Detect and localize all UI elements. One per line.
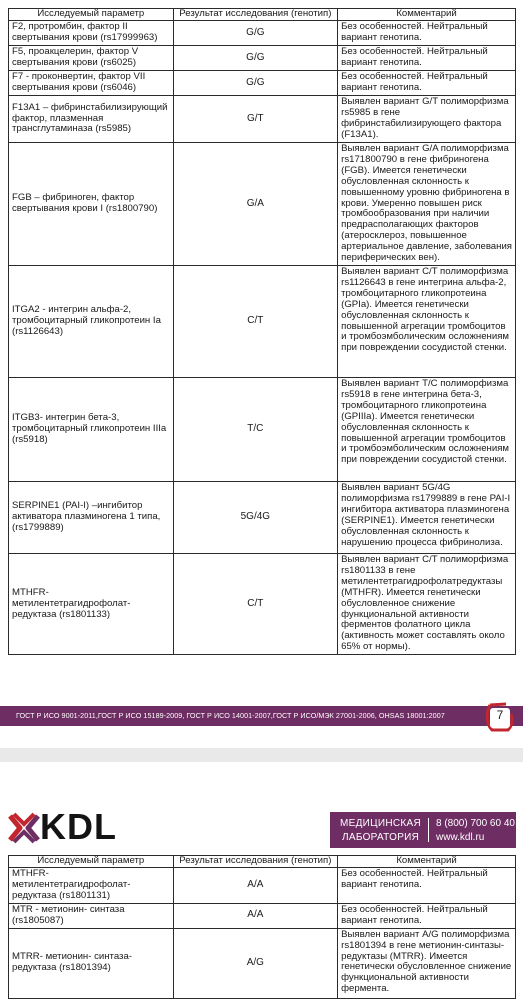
- comment-cell: Выявлен вариант G/A полиморфизма rs171800790 в гене фибриногена (FGB). Имеется генетически обусловленная склонность к повышенному уровню фибриногена в крови. Умеренно повышен риск тромбообразования при наличии предрасполагающих факторов (атеросклероз, повышенное артериальное давление, заболевания периферических вен).: [338, 143, 516, 266]
- column-header-result: Результат исследования (генотип): [173, 9, 338, 21]
- result-cell: C/T: [173, 266, 338, 378]
- table-row: [9, 378, 516, 482]
- result-cell: G/G: [173, 71, 338, 96]
- column-header-result: Результат исследования (генотип): [173, 856, 338, 868]
- genotype-table-page7: [8, 8, 516, 655]
- banner-divider: [428, 818, 429, 842]
- table-row: [9, 96, 516, 143]
- table-header-row: [9, 9, 516, 21]
- table-row: [9, 71, 516, 96]
- table-row: [9, 903, 516, 928]
- parameter-cell: SERPINE1 (PAI-I) –ингибитор активатора плазминогена 1 типа, (rs1799889): [9, 482, 174, 554]
- page-number: 7: [496, 708, 504, 722]
- result-cell: T/C: [173, 378, 338, 482]
- parameter-cell: MTRR- метионин- синтаза-редуктаза (rs1801394): [9, 928, 174, 998]
- parameter-cell: FGB – фибриноген, фактор свертывания крови I (rs1800790): [9, 143, 174, 266]
- comment-cell: Выявлен вариант C/T полиморфизма rs1126643 в гене интегрина альфа-2, тромбоцитарного гликопротеина (GPIa). Имеется генетически обусловленная склонность к повышенной агрегации тромбоцитов и тромбоэмболическим осложнениям при повреждении сосудистой стенки.: [338, 266, 516, 378]
- column-header-parameter: Исследуемый параметр: [9, 856, 174, 868]
- parameter-cell: MTHFR- метилентетрагидрофолат-редуктаза (rs1801131): [9, 868, 174, 904]
- banner-phone: 8 (800) 700 60 40: [436, 818, 515, 829]
- genotype-table-page8: [8, 855, 516, 999]
- comment-cell: Без особенностей. Нейтральный вариант генотипа.: [338, 903, 516, 928]
- parameter-cell: MTR - метионин- синтаза (rs1805087): [9, 903, 174, 928]
- table-row: [9, 143, 516, 266]
- result-cell: G/G: [173, 21, 338, 46]
- parameter-cell: ITGB3- интегрин бета-3, тромбоцитарный гликопротеин IIIa (rs5918): [9, 378, 174, 482]
- table-row: [9, 928, 516, 998]
- comment-cell: Без особенностей. Нейтральный вариант генотипа.: [338, 46, 516, 71]
- result-cell: 5G/4G: [173, 482, 338, 554]
- result-cell: G/G: [173, 46, 338, 71]
- comment-cell: Выявлен вариант T/C полиморфизма rs5918 в гене интегрина бета-3, тромбоцитарного гликопротеина (GPIIIa). Имеется генетически обусловленная склонность к повышенной агрегации тромбоцитов и тромбоэмболическим осложнениям при повреждении сосудистой стенки.: [338, 378, 516, 482]
- page-gap: [0, 748, 523, 762]
- banner-website: www.kdl.ru: [436, 832, 485, 843]
- banner-line1: МЕДИЦИНСКАЯ: [340, 818, 422, 829]
- result-cell: A/G: [173, 928, 338, 998]
- table-row: [9, 554, 516, 655]
- table-row: [9, 21, 516, 46]
- result-cell: G/A: [173, 143, 338, 266]
- comment-cell: Без особенностей. Нейтральный вариант генотипа.: [338, 71, 516, 96]
- footer-standards: ГОСТ Р ИСО 9001-2011,ГОСТ Р ИСО 15189-2009, ГОСТ Р ИСО 14001-2007,ГОСТ Р ИСО/МЭК 27001-2006, OHSAS 18001:2007: [16, 711, 445, 720]
- table-row: [9, 482, 516, 554]
- lab-banner: [330, 812, 516, 848]
- result-cell: A/A: [173, 868, 338, 904]
- parameter-cell: F5, проакцелерин, фактор V свертывания крови (rs6025): [9, 46, 174, 71]
- table-row: [9, 868, 516, 904]
- result-cell: A/A: [173, 903, 338, 928]
- parameter-cell: F2, протромбин, фактор II свертывания крови (rs17999963): [9, 21, 174, 46]
- column-header-comment: Комментарий: [338, 856, 516, 868]
- table-row: [9, 46, 516, 71]
- column-header-parameter: Исследуемый параметр: [9, 9, 174, 21]
- result-cell: C/T: [173, 554, 338, 655]
- column-header-comment: Комментарий: [338, 9, 516, 21]
- parameter-cell: MTHFR- метилентетрагидрофолат-редуктаза (rs1801133): [9, 554, 174, 655]
- table-header-row: [9, 856, 516, 868]
- comment-cell: Без особенностей. Нейтральный вариант генотипа.: [338, 868, 516, 904]
- table-row: [9, 266, 516, 378]
- comment-cell: Выявлен вариант 5G/4G полиморфизма rs1799889 в гене PAI-I ингибитора активатора плазминогена (SERPINE1). Имеется генетически обусловленная склонность к нарушению процесса фибринолиза.: [338, 482, 516, 554]
- logo-wordmark: KDL: [40, 806, 117, 847]
- comment-cell: Без особенностей. Нейтральный вариант генотипа.: [338, 21, 516, 46]
- banner-line2: ЛАБОРАТОРИЯ: [342, 832, 420, 843]
- comment-cell: Выявлен вариант C/T полиморфизма rs1801133 в гене метилентетрагидрофолатредуктазы (MTHFR). Имеется генетически обусловленное снижение функциональной активности ферментов фолатного цикла (активность может составлять около 65% от нормы).: [338, 554, 516, 655]
- result-cell: G/T: [173, 96, 338, 143]
- parameter-cell: F13A1 – фибринстабилизирующий фактор, плазменная трансглутаминаза (rs5985): [9, 96, 174, 143]
- parameter-cell: ITGA2 - интегрин альфа-2, тромбоцитарный гликопротеин Ia (rs1126643): [9, 266, 174, 378]
- comment-cell: Выявлен вариант G/T полиморфизма rs5985 в гене фибринстабилизирующего фактора (F13A1).: [338, 96, 516, 143]
- comment-cell: Выявлен вариант A/G полиморфизма rs1801394 в гене метионин-синтазы-редуктазы (MTRR). Имеется генетически обусловленное снижение функциональной активности фермента.: [338, 928, 516, 998]
- parameter-cell: F7 - проконвертин, фактор VII свертывания крови (rs6046): [9, 71, 174, 96]
